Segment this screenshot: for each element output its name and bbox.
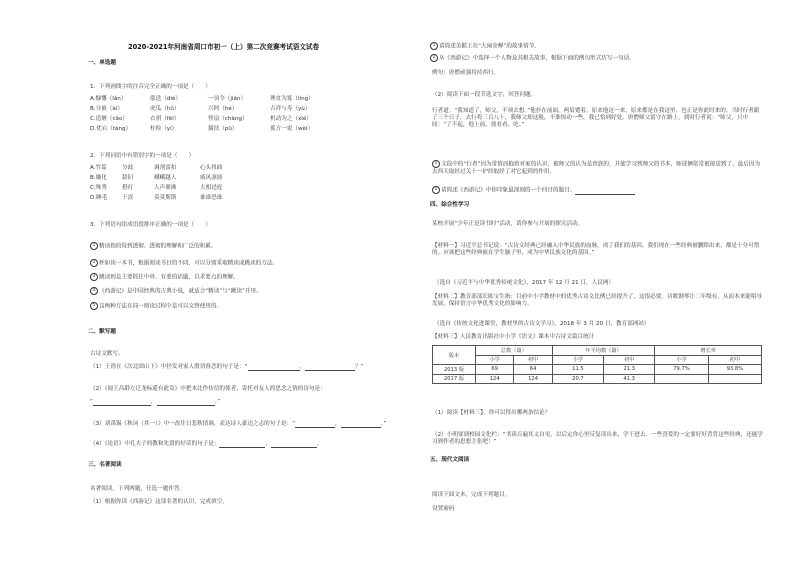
sec4-q1: （1）阅读【材料三】，你可以得出哪两条结论？: [432, 410, 551, 416]
th-growth: 增长率: [655, 346, 762, 356]
option-cell: C.殊秀: [90, 185, 107, 191]
material-2: 【材料二】教育部部长陈宝生指：目前中小学教材中的优秀古诗文比例已经提升了，这很必要。诗歌钢琴让二年级有，从而本来能唱导发展，保持语言中华优秀文化的影响力。: [432, 294, 763, 307]
cell: 21.3: [604, 365, 655, 375]
circled-number: 3: [90, 273, 98, 281]
sec2-intro: 古诗文默写。: [90, 351, 124, 357]
material-2-source: （选自《传统文化进课堂，教材里的古诗文学习》，2018 年 3 月 20 日，教育部网站）: [434, 321, 650, 327]
stats-table: [432, 345, 762, 384]
cell: 11.5: [552, 365, 603, 375]
q3-item: [90, 259, 278, 268]
th-sub: 小学: [655, 355, 708, 365]
cell: 2017 版: [433, 374, 476, 384]
option-cell: C.造塘（cǎo）: [90, 116, 128, 122]
option-cell: A.竹篙: [90, 165, 107, 171]
option-cell: B.分嵌（ài）: [90, 106, 123, 112]
option-cell: 舔旧: [122, 175, 134, 181]
r-item-1: 1 请简述美猴王在“大闹金蝉”的故事情节。: [430, 42, 540, 51]
option-cell: 怪扇（chāng）: [208, 116, 248, 122]
th-sub: 小学: [552, 355, 603, 365]
option-cell: 人声鼎沸: [154, 185, 177, 191]
sec4-intro: 某校开展“少年正是读书时”活动，请你参与开展的探究活动。: [432, 221, 584, 227]
option-cell: 干涩: [122, 195, 134, 201]
r-q2-2: 2 请简述《西游记》中你印象最深刻的一个回目的题目。: [432, 186, 635, 195]
option-cell: D.睡毛: [90, 195, 108, 201]
r-example: 例句：唐僧顽强持持西行。: [432, 70, 500, 76]
cell: [655, 374, 708, 384]
option-cell: 虎瓜（hǔ）: [150, 106, 180, 112]
option-cell: 心头扭曲: [200, 165, 223, 171]
option-cell: 大相迳庭: [200, 185, 223, 191]
option-cell: 衣祺（fēi）: [150, 116, 180, 122]
option-cell: 搭打: [122, 185, 134, 191]
option-cell: 猫扶（pū）: [208, 126, 238, 132]
table-row: [433, 374, 762, 384]
circled-number: 5: [90, 302, 98, 310]
th-total: 总数（篇）: [476, 346, 553, 356]
th-sub: 初中: [708, 355, 761, 365]
cell: 124: [514, 374, 552, 384]
sec5-title: 设置密码: [432, 506, 455, 512]
option-cell: 莫莫斯斯: [154, 195, 177, 201]
q3-item: [90, 302, 222, 311]
q3-item: [90, 242, 216, 251]
dictation-line-2-answer: “ ， 。”: [90, 399, 221, 405]
dictation-line-2: （2）《闻王昌龄左迁龙标遥有此寄》中把本比作传信的使者，寄托对友人的思念之情的诗句是：: [90, 386, 326, 392]
q3-item-text: 精读指的得到透彻、透彻的理解和广泛的积累。: [99, 243, 217, 250]
q3-item-text: 这两种方法在同一阅读过程中是可以交替使用的。: [99, 303, 223, 310]
th-ratio: 年平均数（篇）: [552, 346, 655, 356]
table-row: [433, 365, 762, 375]
option-cell: B.嫌化: [90, 175, 107, 181]
th-version: 版本: [433, 346, 476, 365]
circled-number: 1: [90, 242, 98, 250]
option-cell: 威风凛凛: [200, 175, 223, 181]
sec4-q2: （2）小明要到校园文化栏：“书读百遍其义自见，以后定你心里反复读出来，学干进去。一些喜爱的一定要好好背背这些经典，还能学习到作者的思想主张吧！”: [432, 432, 763, 445]
option-cell: 分歧: [122, 165, 134, 171]
cell: 41.3: [604, 374, 655, 384]
option-cell: 孤方一说（wèi）: [270, 126, 314, 132]
q3-item-text: 跳读则是主要抓住中骨、有要的话题，以求要点的理解。: [99, 274, 239, 281]
cell: 79.7%: [655, 365, 708, 375]
material-1-source: （选自《习近平与中华优秀传统文化》，2017 年 12 月 21 日，人民网）: [434, 280, 615, 286]
option-cell: 峨峨越人: [154, 175, 177, 181]
dictation-line-4: （4）《论语》中孔夫子的教和先贤的好话的句子是： ， 。: [90, 441, 323, 447]
q3-item: [90, 273, 239, 282]
r-passage: 行者道：“我知道了，师父，不须去想。”他扑在前面，两眉蹙着。原来他这一来，原来都是在我这里，也正是你此时来的。当时行者跟了三个日子，去行将三百八十，我师父却这般，不准惊动一些，我已恰到好处。唐僧师父留守在路上，到时行者说：“师父，只中间：“了不起，他上前，使看看，吃。”: [432, 108, 760, 128]
sec3-q1: （1）根据你读《西游记》这部名著的认识，完成填空。: [90, 499, 228, 505]
q1-stem: 1．下列画线字的注音完全正确的一项是（ ）: [90, 84, 212, 90]
option-cell: 机动为之（xié）: [270, 116, 312, 122]
option-cell: 兴阿（hé）: [208, 106, 238, 112]
option-cell: 吉祥与寿（yù）: [270, 106, 311, 112]
right-column: [430, 0, 770, 562]
section-4-heading: 四、综合性学习: [430, 202, 470, 208]
sec3-intro: 名著阅读，下列两题，任选一题作答。: [90, 486, 186, 492]
option-cell: 柱检（yí）: [150, 126, 178, 132]
option-cell: 一羽令（jiǎn）: [208, 96, 247, 102]
option-cell: D.优宕（tāng）: [90, 126, 132, 132]
cell: 124: [476, 374, 514, 384]
q3-item-text: 《西游记》是中国经典的古典小说，就适合“精读”与“跳读”并用。: [99, 288, 262, 295]
exam-title: 2020-2021年河南省周口市初一（上）第二次竞赛考试语文试卷: [128, 43, 320, 51]
cell: 64: [514, 365, 552, 375]
section-5-heading: 五、现代文阅读: [430, 457, 470, 463]
dictation-line-1: （1）王湾在《次北固山下》中抒发对家人殷切眷恋的句子是：“ ， ？”: [90, 364, 364, 370]
option-cell: 理直为寡（líng）: [270, 96, 314, 102]
cell: 2013 版: [433, 365, 476, 375]
option-cell: 谁谁恐谁: [200, 195, 223, 201]
cell: 93.8%: [708, 365, 761, 375]
th-sub: 初中: [604, 355, 655, 365]
circled-number: 4: [90, 287, 98, 295]
option-cell: 调剂雷扣: [154, 165, 177, 171]
section-1-heading: 一、单选题: [88, 60, 116, 66]
cell: 69: [476, 365, 514, 375]
r-q2-1: 1 文段中的“行者”因为常情而抱着对家的认识，被师父的认为是贵族的，并能学习到师父的书本，师徒俩常常被接送到了，最后因为去西天取经过关十一护经取经了对它起到的作用。: [432, 161, 761, 175]
cell: [708, 374, 761, 384]
th-sub: 初中: [514, 355, 552, 365]
circled-number: 2: [90, 259, 98, 267]
option-cell: 涨迭（dié）: [150, 96, 181, 102]
r-item-2: 2 从《西游记》中选择一个人物及其相关故事，根据下面的例句形式仿写一句话。: [430, 54, 635, 63]
section-2-heading: 二、默写题: [88, 329, 116, 335]
q3-item: [90, 287, 262, 296]
q2-stem: 2．下列词语中有错别字的一项是（ ）: [90, 153, 195, 159]
material-1: 【材料一】习近平总书记说：“古诗文经典已经融入中华民族的血脉，成了我们的基因。我们现在一些经典被删除出来，都是十分可惜的。应该把这些经典嵌在学生脑子里，成为中华民族文化的基因。”: [432, 243, 760, 256]
q3-stem: 3．下列语句组成语段排序正确的一项是（ ）: [90, 222, 212, 228]
dictation-line-3: （3）刘禹锡《秋词（其一）》中一改往日悲秋情调，表达诗人豪迈之志的句子是：“ ， 。”: [90, 421, 387, 427]
q3-item-text: 杯如读一本书，根据阅读书目的不同，可以分别采取精读或跳读的方法。: [99, 260, 279, 267]
material-3: 【材料三】人民教育出版社中小学《语文》课本中古诗文篇目统计: [432, 334, 595, 340]
cell: 20.7: [552, 374, 603, 384]
section-3-heading: 三、名著阅读: [88, 462, 122, 468]
r-q2: （2）阅读下面一段节选文字，回答问题。: [432, 92, 537, 98]
left-column: [88, 0, 418, 562]
option-cell: A.慷慨（lǎn）: [90, 96, 127, 102]
sec5-intro: 阅读下面文本，完成下列题目。: [432, 492, 511, 498]
th-sub: 小学: [476, 355, 514, 365]
